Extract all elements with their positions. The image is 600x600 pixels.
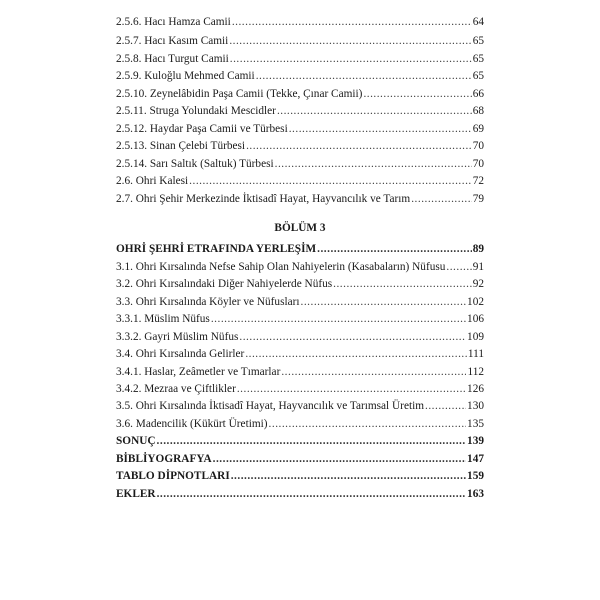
toc-entry-label: 3.3. Ohri Kırsalında Köyler ve Nüfusları	[116, 296, 300, 308]
toc-entry-page: 66	[472, 88, 484, 100]
toc-entry[interactable]	[116, 399, 484, 414]
toc-entry[interactable]	[116, 69, 484, 84]
toc-entry-page: 109	[467, 331, 484, 343]
toc-entry-page: 147	[467, 453, 484, 465]
dot-leader	[230, 52, 472, 67]
toc-entry-page: 111	[467, 348, 484, 360]
toc-entry[interactable]	[116, 242, 484, 257]
toc-entry-page: 64	[472, 16, 484, 28]
toc-entry[interactable]	[116, 295, 484, 310]
toc-entry-label: 2.5.12. Haydar Paşa Camii ve Türbesi	[116, 123, 288, 135]
toc-entry-label: 3.4.1. Haslar, Zeâmetler ve Tımarlar	[116, 366, 281, 378]
dot-leader	[232, 15, 472, 30]
dot-leader	[157, 434, 467, 449]
dot-leader	[317, 242, 472, 257]
toc-entry-page: 135	[467, 418, 484, 430]
toc-entry[interactable]	[116, 15, 484, 30]
toc-entry[interactable]	[116, 34, 484, 49]
toc-entry-label: 3.2. Ohri Kırsalındaki Diğer Nahiyelerde Nüfus	[116, 278, 333, 290]
dot-leader	[157, 487, 466, 502]
toc-entry-label: 3.1. Ohri Kırsalında Nefse Sahip Olan Nahiyelerin (Kasabaların) Nüfusu	[116, 261, 446, 273]
toc-entry-page: 70	[472, 158, 484, 170]
toc-entry[interactable]	[116, 260, 484, 275]
toc-entry-page: 130	[467, 400, 484, 412]
section-heading: BÖLÜM 3	[274, 222, 326, 234]
toc-entry[interactable]	[116, 157, 484, 172]
toc-entry[interactable]	[116, 330, 484, 345]
dot-leader	[363, 87, 471, 102]
dot-leader	[289, 122, 472, 137]
dot-leader	[211, 312, 466, 327]
toc-entry-page: 112	[467, 366, 484, 378]
toc-entry[interactable]	[116, 277, 484, 292]
toc-entry-page: 70	[472, 140, 484, 152]
toc-entry[interactable]	[116, 87, 484, 102]
toc-entry-page: 65	[472, 35, 484, 47]
toc-entry-page: 65	[472, 53, 484, 65]
toc-entry-label: 3.3.2. Gayri Müslim Nüfus	[116, 331, 239, 343]
toc-entry-page: 106	[467, 313, 484, 325]
toc-entry-page: 68	[472, 105, 484, 117]
toc-entry-label: 3.6. Madencilik (Kükürt Üretimi)	[116, 418, 268, 430]
dot-leader	[239, 330, 466, 345]
dot-leader	[245, 347, 467, 362]
dot-leader	[333, 277, 472, 292]
dot-leader	[256, 69, 472, 84]
toc-entry[interactable]	[116, 52, 484, 67]
toc-entry-page: 69	[472, 123, 484, 135]
toc-entry-page: 89	[472, 243, 484, 255]
toc-entry-label: 2.6. Ohri Kalesi	[116, 175, 189, 187]
toc-entry[interactable]	[116, 312, 484, 327]
toc-entry[interactable]	[116, 417, 484, 432]
toc-entry[interactable]	[116, 434, 484, 449]
dot-leader	[269, 417, 467, 432]
toc-entry-label: 2.5.10. Zeynelâbidin Paşa Camii (Tekke, Çınar Camii)	[116, 88, 363, 100]
toc-entry[interactable]	[116, 365, 484, 380]
dot-leader	[246, 139, 472, 154]
dot-leader	[411, 192, 471, 207]
toc-entry-label: 2.5.8. Hacı Turgut Camii	[116, 53, 229, 65]
toc-entry[interactable]	[116, 139, 484, 154]
toc-entry[interactable]	[116, 174, 484, 189]
toc-entry-label: 2.5.9. Kuloğlu Mehmed Camii	[116, 70, 255, 82]
toc-entry-label: TABLO DİPNOTLARI	[116, 470, 230, 482]
dot-leader	[281, 365, 466, 380]
toc-entry[interactable]	[116, 104, 484, 119]
toc-entry-label: 3.5. Ohri Kırsalında İktisadî Hayat, Hayvancılık ve Tarımsal Üretim	[116, 400, 425, 412]
toc-entry[interactable]	[116, 122, 484, 137]
dot-leader	[446, 260, 471, 275]
toc-entry[interactable]	[116, 347, 484, 362]
toc-entry-page: 163	[467, 488, 484, 500]
toc-entry[interactable]	[116, 469, 484, 484]
dot-leader	[213, 452, 466, 467]
toc-entry[interactable]	[116, 192, 484, 207]
toc-entry-label: BİBLİYOGRAFYA	[116, 453, 212, 465]
toc-entry-page: 92	[472, 278, 484, 290]
toc-entry-page: 126	[467, 383, 484, 395]
toc-entry-page: 65	[472, 70, 484, 82]
dot-leader	[237, 382, 466, 397]
toc-entry-label: 2.5.13. Sinan Çelebi Türbesi	[116, 140, 246, 152]
dot-leader	[229, 34, 471, 49]
dot-leader	[189, 174, 472, 189]
toc-entry-label: 2.7. Ohri Şehir Merkezinde İktisadî Hayat, Hayvancılık ve Tarım	[116, 193, 411, 205]
toc-entry-label: 2.5.6. Hacı Hamza Camii	[116, 16, 231, 28]
toc-entry[interactable]	[116, 452, 484, 467]
toc-entry[interactable]	[116, 487, 484, 502]
dot-leader	[425, 399, 466, 414]
toc-entry-label: 3.4.2. Mezraa ve Çiftlikler	[116, 383, 236, 395]
toc-entry-label: SONUÇ	[116, 435, 156, 447]
toc-entry-page: 159	[467, 470, 484, 482]
toc-entry-label: EKLER	[116, 488, 156, 500]
toc-entry-page: 139	[467, 435, 484, 447]
toc-entry[interactable]	[116, 382, 484, 397]
dot-leader	[275, 157, 472, 172]
toc-entry-page: 102	[467, 296, 484, 308]
dot-leader	[301, 295, 467, 310]
toc-entry-page: 72	[472, 175, 484, 187]
toc-entry-page: 79	[472, 193, 484, 205]
dot-leader	[231, 469, 466, 484]
toc-entry-label: 2.5.14. Sarı Saltık (Saltuk) Türbesi	[116, 158, 274, 170]
table-of-contents	[116, 0, 484, 600]
toc-entry-label: 2.5.7. Hacı Kasım Camii	[116, 35, 229, 47]
toc-entry-page: 91	[472, 261, 484, 273]
toc-entry-label: OHRİ ŞEHRİ ETRAFINDA YERLEŞİM	[116, 243, 317, 255]
dot-leader	[277, 104, 472, 119]
toc-entry-label: 3.3.1. Müslim Nüfus	[116, 313, 210, 325]
toc-entry-label: 3.4. Ohri Kırsalında Gelirler	[116, 348, 245, 360]
toc-entry-label: 2.5.11. Struga Yolundaki Mescidler	[116, 105, 276, 117]
